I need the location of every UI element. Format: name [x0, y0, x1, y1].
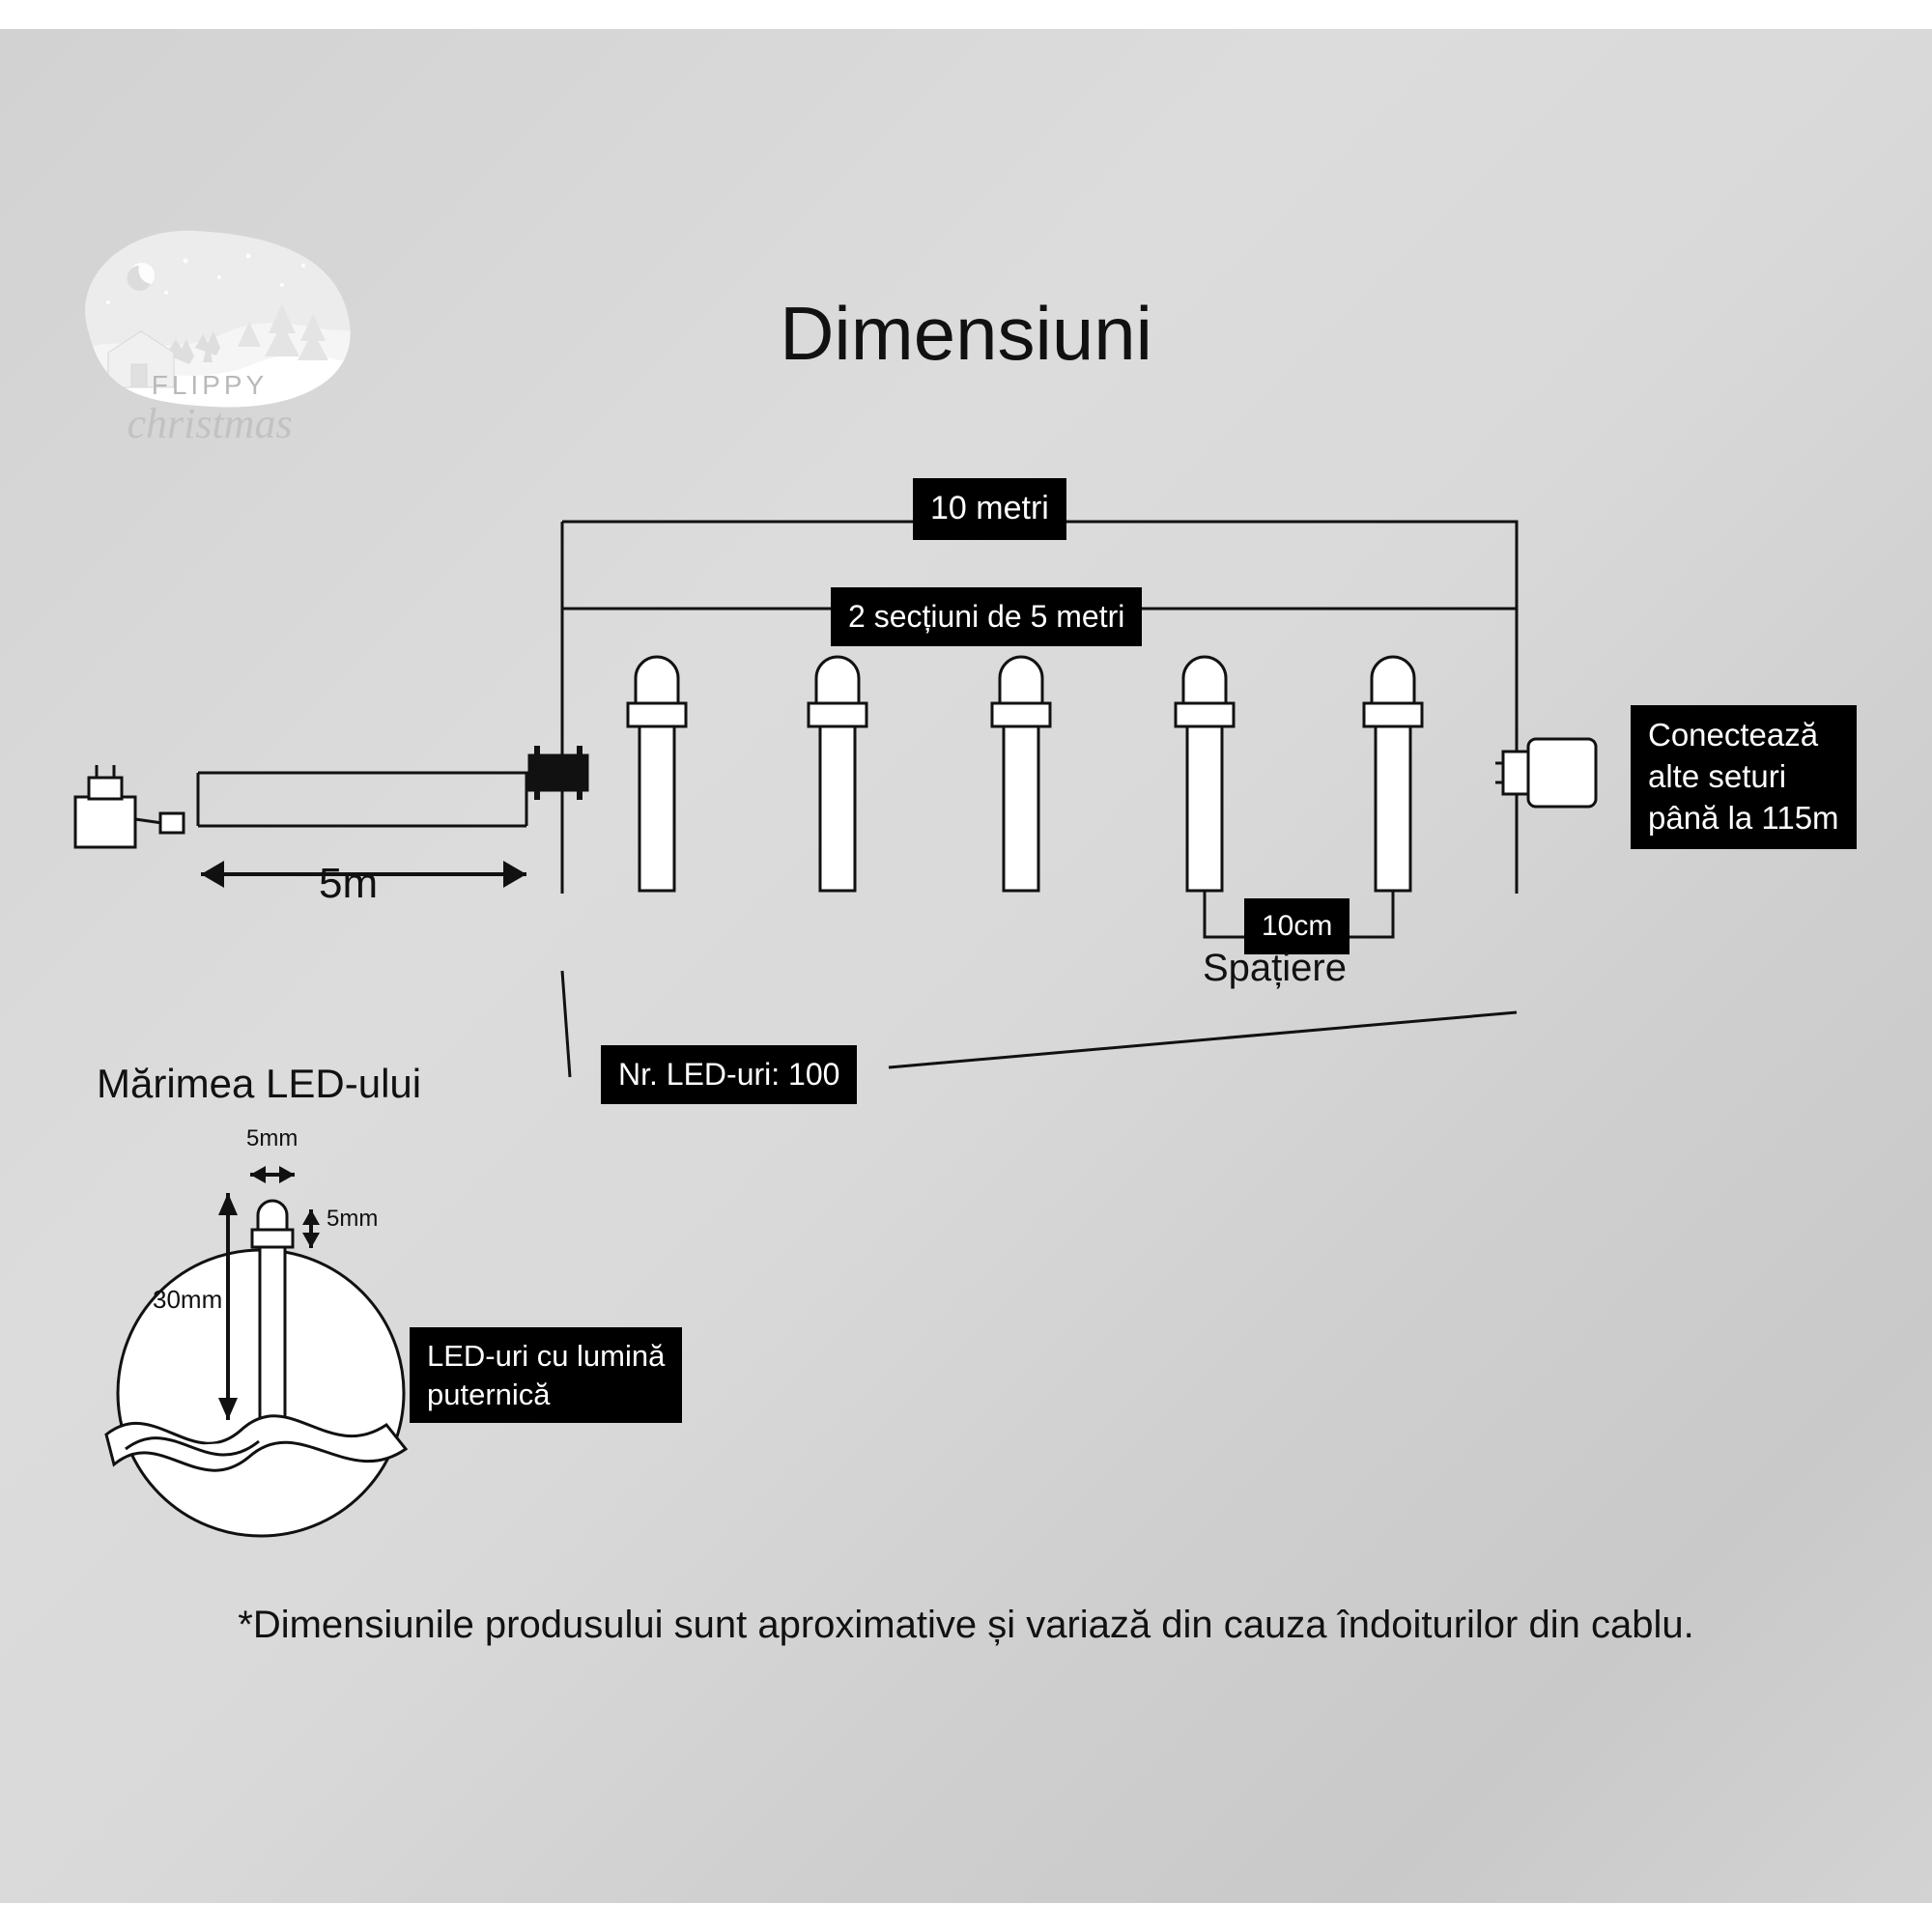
connect-more-line-3: până la 115m — [1648, 799, 1839, 836]
label-total-length: 10 metri — [913, 478, 1066, 540]
connect-more-line-1: Conectează — [1648, 717, 1819, 753]
leader-line-led-count-right — [889, 1012, 1517, 1067]
label-bright-leds — [410, 1327, 682, 1423]
led-bulb-group — [628, 657, 1422, 891]
power-plug-icon — [75, 765, 184, 847]
led-bulb — [992, 657, 1050, 891]
footnote-text: *Dimensiunile produsului sunt aproximative și variază din cauza îndoiturilor din cablu. — [238, 1604, 1694, 1646]
bright-leds-line-2: puternică — [427, 1377, 551, 1411]
end-connector-icon — [1495, 739, 1596, 807]
label-spacing-caption: Spațiere — [1203, 947, 1347, 989]
led-bulb — [809, 657, 867, 891]
cable-junction-icon — [529, 746, 587, 800]
brand-name-primary: FLIPPY — [151, 370, 269, 400]
led-bulb — [1364, 657, 1422, 891]
label-sections: 2 secțiuni de 5 metri — [831, 587, 1142, 646]
led-height-arrow — [302, 1209, 320, 1248]
page-title: Dimensiuni — [780, 291, 1152, 376]
label-spacing-value: 10cm — [1244, 898, 1350, 954]
label-connect-more — [1631, 705, 1857, 849]
infographic-canvas — [0, 29, 1932, 1903]
label-led-count: Nr. LED-uri: 100 — [601, 1045, 857, 1104]
brand-name-secondary: christmas — [127, 400, 293, 447]
led-width-arrow — [250, 1166, 295, 1183]
label-led-total-height: 30mm — [153, 1285, 223, 1314]
led-bulb — [628, 657, 686, 891]
label-led-size-heading: Mărimea LED-ului — [97, 1061, 422, 1106]
led-bulb — [1176, 657, 1234, 891]
bright-leds-line-1: LED-uri cu lumină — [427, 1339, 666, 1373]
connect-more-line-2: alte seturi — [1648, 757, 1787, 794]
label-led-height: 5mm — [327, 1206, 379, 1232]
leader-line-led-count — [562, 971, 570, 1077]
label-lead-length: 5m — [319, 860, 379, 907]
label-led-width: 5mm — [246, 1125, 298, 1151]
